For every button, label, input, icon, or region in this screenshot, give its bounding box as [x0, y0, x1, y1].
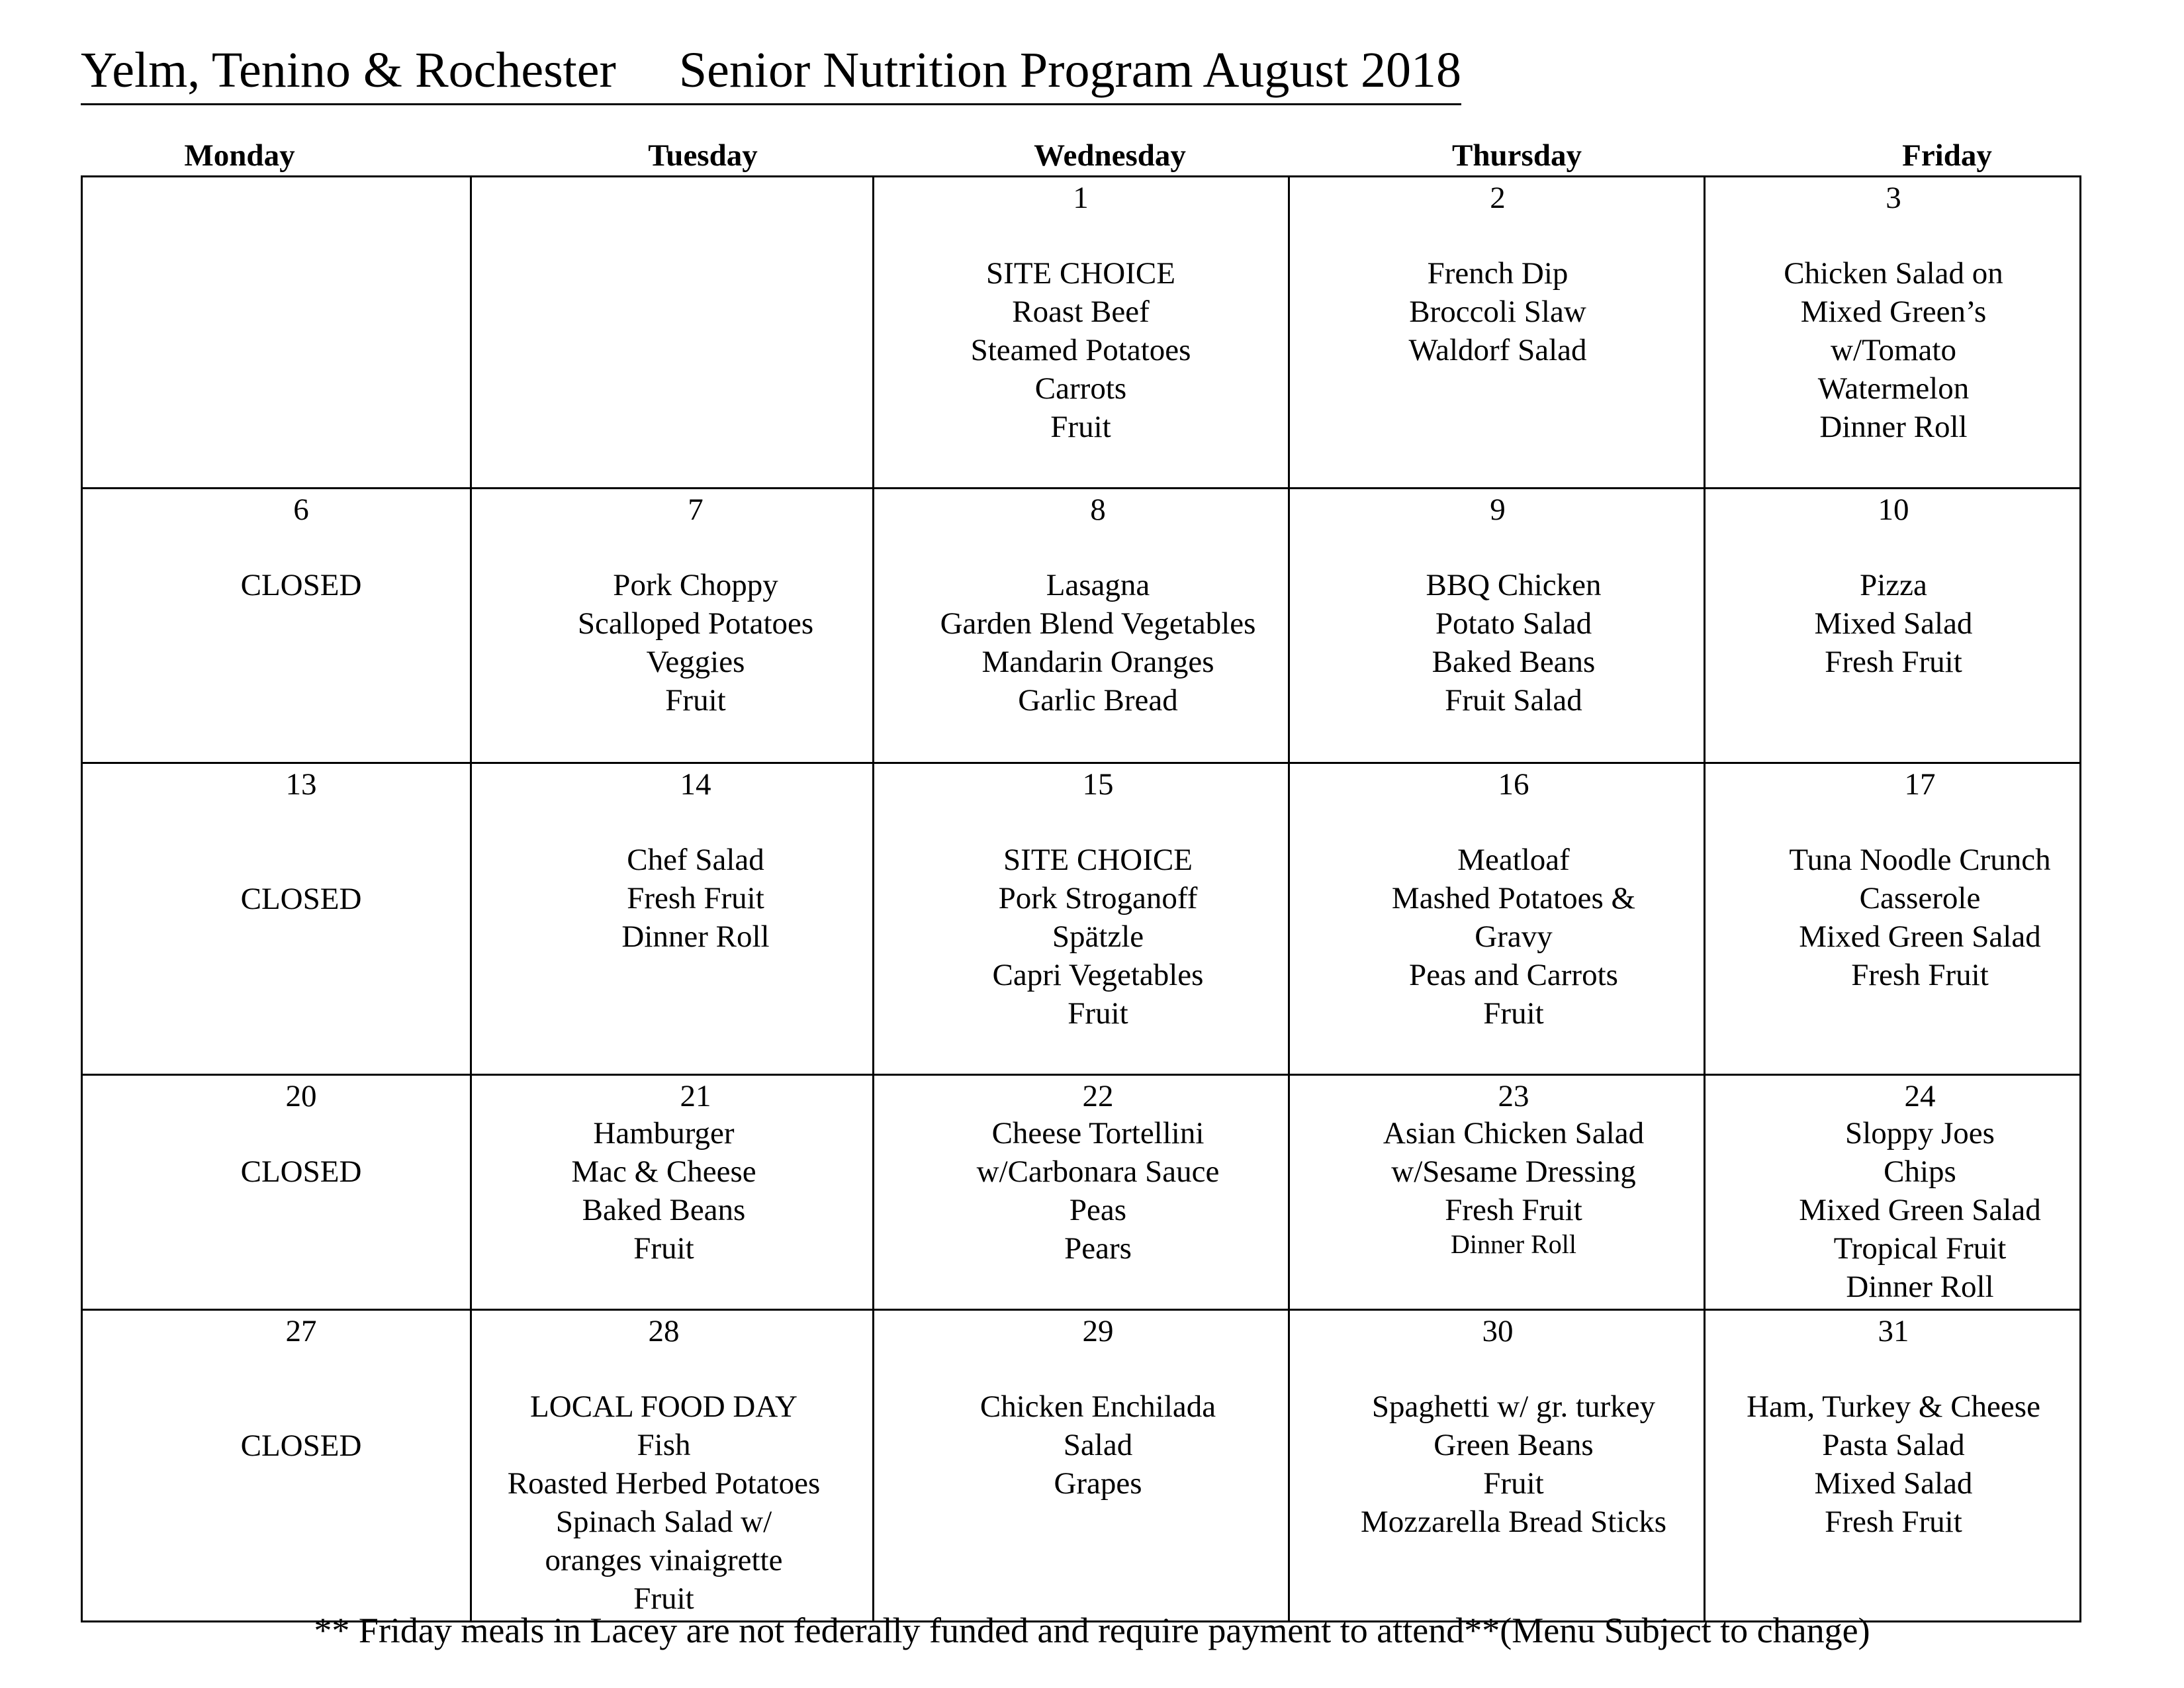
menu-item: Mac & Cheese — [571, 1154, 756, 1189]
day-number: 8 — [1090, 492, 1106, 527]
day-cell-content — [1290, 764, 1704, 1074]
day-number: 22 — [1082, 1079, 1114, 1113]
menu-item: Potato Salad — [1435, 606, 1592, 641]
menu-item: Garlic Bread — [1018, 683, 1178, 718]
menu-item: Dinner Roll — [1846, 1270, 1994, 1304]
calendar-week-row — [82, 177, 2081, 489]
day-cell-content — [472, 1076, 872, 1309]
day-number: 10 — [1878, 492, 1909, 527]
day-number: 1 — [1073, 181, 1089, 215]
day-number: 28 — [648, 1314, 680, 1348]
menu-item: Sloppy Joes — [1845, 1116, 1995, 1150]
menu-item: Baked Beans — [582, 1193, 746, 1227]
menu-item: Fruit — [633, 1581, 694, 1616]
menu-item: BBQ Chicken — [1426, 568, 1602, 602]
meal-menu — [1361, 1387, 1666, 1541]
menu-item: Fruit Salad — [1445, 683, 1582, 718]
calendar-day-cell — [82, 1310, 471, 1622]
meal-menu — [971, 254, 1191, 446]
calendar-day-cell — [82, 177, 471, 489]
menu-item: Tuna Noodle Crunch — [1789, 843, 2051, 877]
menu-item: Baked Beans — [1432, 645, 1596, 679]
day-number: 15 — [1082, 767, 1114, 802]
day-cell-content — [1706, 1076, 2079, 1309]
day-cell-content — [472, 764, 872, 1074]
menu-item: Chef Salad — [627, 843, 764, 877]
meal-menu — [1815, 566, 1973, 681]
menu-item: Grapes — [1054, 1466, 1142, 1501]
menu-item: SITE CHOICE — [986, 256, 1175, 291]
calendar-day-cell — [1705, 489, 2081, 763]
calendar-week-row — [82, 763, 2081, 1075]
day-header-thursday: Thursday — [1452, 138, 1582, 173]
calendar-day-cell — [1705, 1310, 2081, 1622]
meal-menu — [1789, 841, 2050, 994]
calendar-day-cell — [874, 177, 1289, 489]
menu-item: Gravy — [1475, 919, 1553, 954]
meal-menu — [571, 1114, 756, 1268]
menu-item: Fresh Fruit — [1825, 1505, 1962, 1539]
meal-menu — [993, 841, 1204, 1033]
menu-item: Peas and Carrots — [1409, 958, 1618, 992]
menu-item: Mixed Salad — [1814, 1466, 1973, 1501]
menu-item: Ham, Turkey & Cheese — [1747, 1389, 2040, 1424]
menu-calendar — [81, 175, 2081, 1622]
menu-item: Salad — [1063, 1428, 1133, 1462]
menu-item: Cheese Tortellini — [991, 1116, 1205, 1150]
day-header-monday: Monday — [184, 138, 295, 173]
meal-menu — [241, 880, 362, 918]
menu-item: Fresh Fruit — [627, 881, 764, 915]
menu-item: w/Carbonara Sauce — [976, 1154, 1220, 1189]
menu-item: oranges vinaigrette — [545, 1543, 783, 1577]
meal-menu — [1409, 254, 1587, 369]
day-number: 30 — [1482, 1314, 1514, 1348]
menu-item: Mozzarella Bread Sticks — [1361, 1505, 1666, 1539]
day-cell-content — [83, 1311, 470, 1620]
meal-menu — [241, 1152, 362, 1191]
menu-item: Fruit — [1483, 1466, 1544, 1501]
menu-item: Fish — [637, 1428, 691, 1462]
calendar-day-cell — [471, 1310, 874, 1622]
day-cell-content — [472, 489, 872, 762]
meal-menu — [1784, 254, 2003, 446]
menu-item: Chicken Enchilada — [979, 1389, 1216, 1424]
meal-menu — [241, 566, 362, 604]
menu-item: Spaghetti w/ gr. turkey — [1371, 1389, 1656, 1424]
menu-item: Spätzle — [1052, 919, 1144, 954]
calendar-week-row — [82, 1075, 2081, 1310]
meal-menu — [977, 1114, 1220, 1268]
menu-item: Fruit — [633, 1231, 694, 1266]
menu-item: Garden Blend Vegetables — [940, 606, 1256, 641]
closed-label: CLOSED — [240, 882, 362, 916]
day-cell-content — [874, 177, 1288, 487]
menu-item: Fresh Fruit — [1445, 1193, 1582, 1227]
menu-item: Mashed Potatoes & — [1391, 881, 1636, 915]
menu-item: Steamed Potatoes — [970, 333, 1191, 367]
day-cell-content — [83, 764, 470, 1074]
day-number: 6 — [293, 492, 309, 527]
day-number: 23 — [1498, 1079, 1529, 1113]
day-cell-content — [1290, 489, 1704, 762]
calendar-day-cell — [874, 489, 1289, 763]
day-cell-content — [472, 1311, 872, 1620]
menu-item: Chips — [1884, 1154, 1956, 1189]
menu-item: Carrots — [1034, 371, 1127, 406]
calendar-day-cell — [471, 177, 874, 489]
menu-item: Asian Chicken Salad — [1383, 1116, 1645, 1150]
menu-item: Fruit — [1483, 996, 1544, 1031]
day-cell-content — [874, 1076, 1288, 1309]
menu-item: Pizza — [1860, 568, 1927, 602]
day-cell-content — [1706, 1311, 2079, 1620]
menu-item: Fresh Fruit — [1851, 958, 1989, 992]
meal-menu — [1799, 1114, 2040, 1306]
calendar-week-row — [82, 489, 2081, 763]
calendar-day-cell — [1289, 1075, 1705, 1310]
menu-item: Dinner Roll — [1819, 410, 1968, 444]
menu-item: w/Tomato — [1831, 333, 1956, 367]
page-title: Yelm, Tenino & Rochester Senior Nutrition Program August 2018 — [81, 38, 1461, 105]
menu-item: Fruit — [665, 683, 726, 718]
day-header-friday: Friday — [1902, 138, 1992, 173]
closed-label: CLOSED — [240, 1154, 362, 1189]
closed-label: CLOSED — [240, 1429, 362, 1463]
menu-item: Capri Vegetables — [992, 958, 1204, 992]
day-cell-content — [83, 1076, 470, 1309]
day-cell-content — [472, 177, 872, 487]
menu-item: Pork Choppy — [613, 568, 778, 602]
menu-item: Casserole — [1859, 881, 1981, 915]
calendar-day-cell — [82, 489, 471, 763]
day-number: 29 — [1082, 1314, 1114, 1348]
day-number: 21 — [680, 1079, 711, 1113]
menu-item: Meatloaf — [1457, 843, 1570, 877]
calendar-day-cell — [1705, 763, 2081, 1075]
menu-item: Hamburger — [593, 1116, 735, 1150]
day-cell-content — [1706, 177, 2079, 487]
day-cell-content — [1290, 177, 1704, 487]
menu-item: Pasta Salad — [1822, 1428, 1965, 1462]
day-cell-content — [874, 489, 1288, 762]
menu-item: Pork Stroganoff — [998, 881, 1198, 915]
meal-menu — [980, 1387, 1216, 1503]
day-cell-content — [83, 177, 470, 487]
day-number: 2 — [1490, 181, 1506, 215]
day-number: 31 — [1878, 1314, 1909, 1348]
calendar-day-cell — [1705, 177, 2081, 489]
closed-label: CLOSED — [240, 568, 362, 602]
menu-item: Mandarin Oranges — [981, 645, 1214, 679]
menu-item: Broccoli Slaw — [1409, 295, 1586, 329]
menu-item: Mixed Green Salad — [1799, 1193, 2041, 1227]
day-number: 16 — [1498, 767, 1529, 802]
day-cell-content — [1706, 489, 2079, 762]
day-cell-content — [83, 489, 470, 762]
calendar-day-cell — [874, 1075, 1289, 1310]
meal-menu — [1383, 1114, 1644, 1260]
menu-item: Watermelon — [1817, 371, 1970, 406]
menu-item: Lasagna — [1046, 568, 1150, 602]
day-header-wednesday: Wednesday — [1034, 138, 1186, 173]
calendar-day-cell — [82, 1075, 471, 1310]
menu-item: Pears — [1064, 1231, 1132, 1266]
menu-item: Dinner Roll — [1451, 1229, 1576, 1259]
meal-menu — [241, 1427, 362, 1465]
meal-menu — [1747, 1387, 2040, 1541]
calendar-week-row — [82, 1310, 2081, 1622]
day-number: 20 — [285, 1079, 317, 1113]
menu-item: Roasted Herbed Potatoes — [507, 1466, 821, 1501]
menu-item: Fresh Fruit — [1825, 645, 1962, 679]
meal-menu — [508, 1387, 821, 1618]
meal-menu — [1392, 841, 1635, 1033]
day-number: 9 — [1490, 492, 1506, 527]
menu-item: Veggies — [646, 645, 745, 679]
day-number: 24 — [1904, 1079, 1936, 1113]
calendar-day-cell — [471, 1075, 874, 1310]
meal-menu — [1426, 566, 1601, 720]
menu-item: Fruit — [1068, 996, 1128, 1031]
menu-item: Roast Beef — [1012, 295, 1150, 329]
calendar-day-cell — [1289, 177, 1705, 489]
menu-item: Fruit — [1050, 410, 1111, 444]
menu-item: Chicken Salad on — [1784, 256, 2003, 291]
calendar-day-cell — [874, 1310, 1289, 1622]
menu-item: Scalloped Potatoes — [577, 606, 814, 641]
day-number: 27 — [285, 1314, 317, 1348]
menu-item: Dinner Roll — [621, 919, 770, 954]
meal-menu — [940, 566, 1256, 720]
day-number: 14 — [680, 767, 711, 802]
day-number: 17 — [1904, 767, 1936, 802]
menu-item: Peas — [1069, 1193, 1127, 1227]
menu-item: LOCAL FOOD DAY — [530, 1389, 797, 1424]
calendar-day-cell — [1705, 1075, 2081, 1310]
footer-note: ** Friday meals in Lacey are not federally funded and require payment to attend**(Menu Subject to change) — [314, 1611, 1870, 1650]
day-number: 13 — [285, 767, 317, 802]
calendar-day-cell — [471, 763, 874, 1075]
day-cell-content — [1290, 1311, 1704, 1620]
menu-item: SITE CHOICE — [1003, 843, 1193, 877]
menu-item: Waldorf Salad — [1408, 333, 1587, 367]
calendar-day-cell — [1289, 763, 1705, 1075]
calendar-day-cell — [874, 763, 1289, 1075]
calendar-day-cell — [1289, 1310, 1705, 1622]
calendar-day-cell — [1289, 489, 1705, 763]
menu-item: Spinach Salad w/ — [555, 1505, 772, 1539]
menu-item: Mixed Green’s — [1800, 295, 1987, 329]
day-cell-content — [874, 1311, 1288, 1620]
day-cell-content — [1290, 1076, 1704, 1309]
meal-menu — [621, 841, 769, 956]
menu-item: Tropical Fruit — [1833, 1231, 2007, 1266]
menu-item: Mixed Salad — [1814, 606, 1973, 641]
day-number: 7 — [688, 492, 704, 527]
calendar-day-cell — [471, 489, 874, 763]
day-cell-content — [874, 764, 1288, 1074]
day-cell-content — [1706, 764, 2079, 1074]
day-header-tuesday: Tuesday — [648, 138, 758, 173]
calendar-day-cell — [82, 763, 471, 1075]
menu-item: Green Beans — [1433, 1428, 1594, 1462]
day-number: 3 — [1886, 181, 1901, 215]
menu-item: w/Sesame Dressing — [1391, 1154, 1636, 1189]
meal-menu — [578, 566, 813, 720]
menu-item: Mixed Green Salad — [1799, 919, 2041, 954]
menu-item: French Dip — [1427, 256, 1569, 291]
